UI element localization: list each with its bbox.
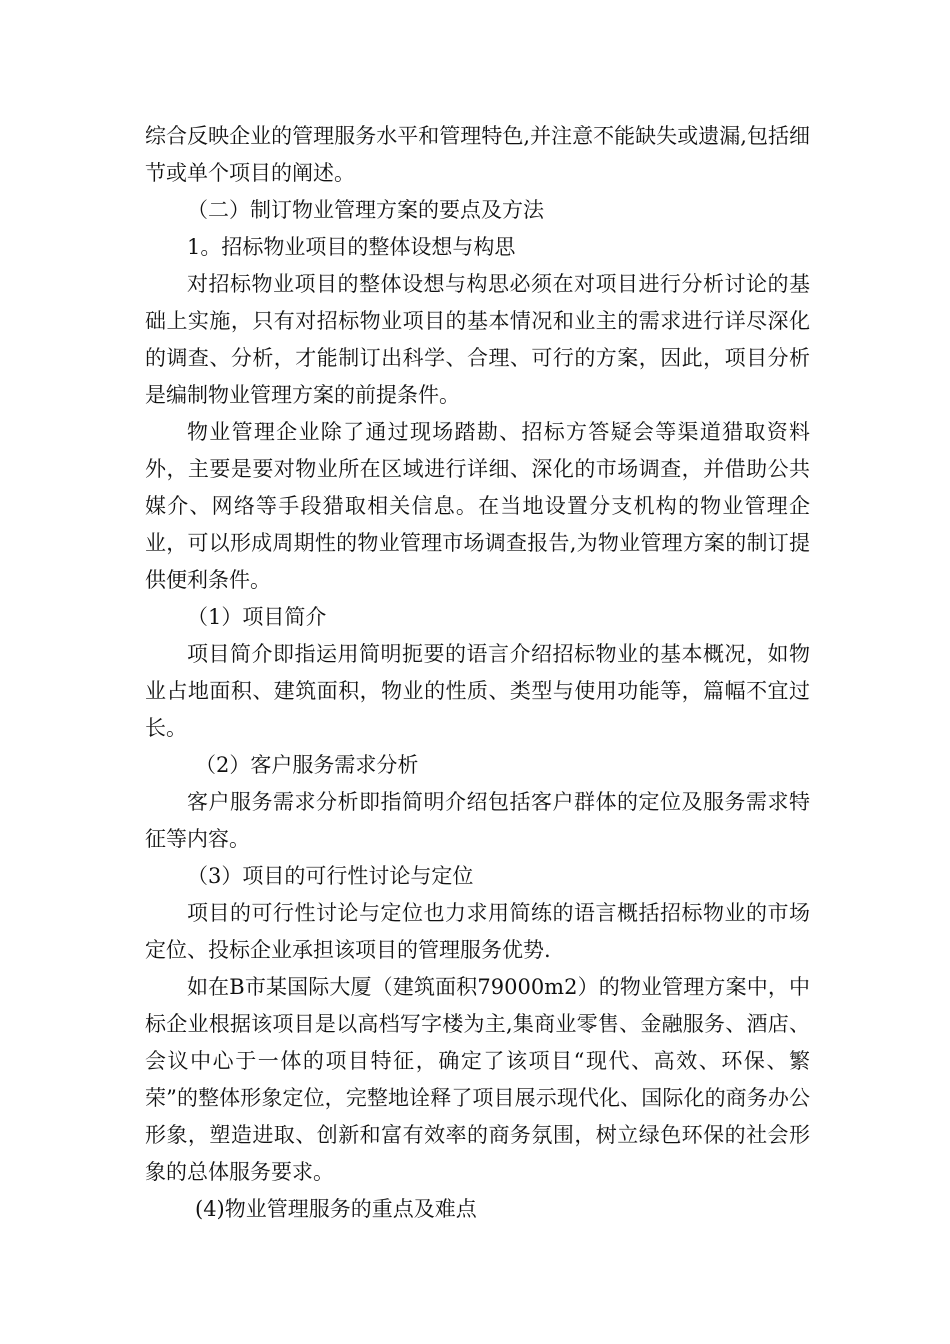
paragraph-feasibility: 项目的可行性讨论与定位也力求用简练的语言概括招标物业的市场定位、投标企业承担该项目的管理服务优势. [145, 901, 810, 962]
item-heading-customer-needs: （2）客户服务需求分析 [195, 753, 419, 777]
item-heading-feasibility: （3）项目的可行性讨论与定位 [187, 864, 474, 888]
paragraph-case-example: 如在B市某国际大厦（建筑面积79000m2）的物业管理方案中，中标企业根据该项目是以高档写字楼为主,集商业零售、金融服务、酒店、会议中心于一体的项目特征，确定了该项目“现代、高效、环保、繁荣”的整体形象定位，完整地诠释了项目展示现代化、国际化的商务办公形象，塑造进取、创新和富有效率的商务氛围，树立绿色环保的社会形象的总体服务要求。 [145, 975, 810, 1184]
document-body [145, 118, 810, 1228]
paragraph-market-research: 物业管理企业除了通过现场踏勘、招标方答疑会等渠道猎取资料外，主要是要对物业所在区域进行详细、深化的市场调查，并借助公共媒介、网络等手段猎取相关信息。在当地设置分支机构的物业管理企业，可以形成周期性的物业管理市场调查报告,为物业管理方案的制订提供便利条件。 [145, 420, 810, 592]
item-heading-key-points: (4)物业管理服务的重点及难点 [195, 1197, 477, 1221]
paragraph-continuation: 综合反映企业的管理服务水平和管理特色,并注意不能缺失或遗漏,包括细节或单个项目的阐述。 [145, 124, 810, 185]
paragraph-project-intro: 项目简介即指运用简明扼要的语言介绍招标物业的基本概况，如物业占地面积、建筑面积，物业的性质、类型与使用功能等，篇幅不宜过长。 [145, 642, 810, 740]
item-heading-project-intro: （1）项目简介 [187, 605, 327, 629]
paragraph-customer-needs: 客户服务需求分析即指简明介绍包括客户群体的定位及服务需求特征等内容。 [145, 790, 810, 851]
subsection-heading-1: 1。招标物业项目的整体设想与构思 [187, 235, 516, 259]
section-heading-2: （二）制订物业管理方案的要点及方法 [187, 198, 544, 222]
paragraph-project-analysis: 对招标物业项目的整体设想与构思必须在对项目进行分析讨论的基础上实施，只有对招标物业项目的基本情况和业主的需求进行详尽深化的调查、分析，才能制订出科学、合理、可行的方案，因此，项目分析是编制物业管理方案的前提条件。 [145, 272, 810, 407]
